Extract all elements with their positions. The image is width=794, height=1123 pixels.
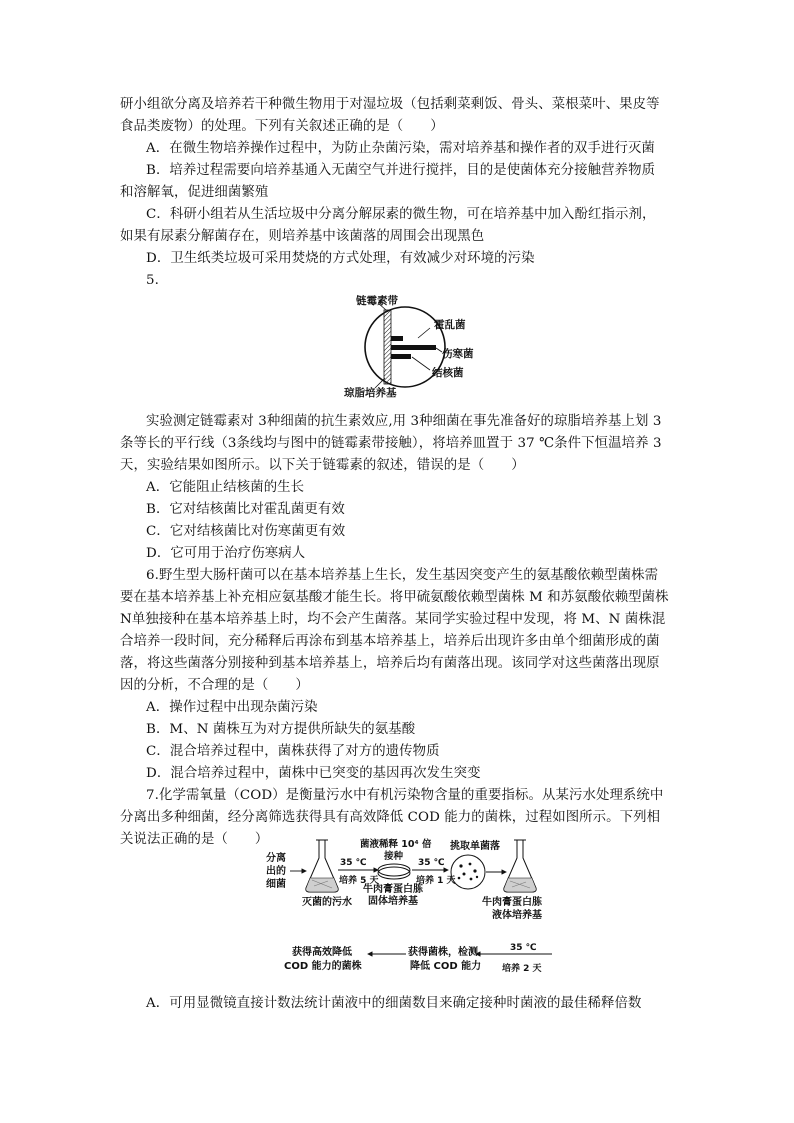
label-sterile-sewage: 灭菌的污水 bbox=[302, 897, 352, 908]
label-detect-2: 降低 COD 能力 bbox=[410, 961, 482, 972]
q6-stem-line4: 合培养一段时间，充分稀释后再涂布到基本培养基上，培养后出现许多由单个细菌形成的菌 bbox=[120, 634, 660, 649]
label-culture-3: 培养 2 天 bbox=[502, 964, 542, 974]
label-typhoid: 伤寒菌 bbox=[442, 348, 474, 360]
label-solid-1: 牛肉膏蛋白胨 bbox=[363, 884, 423, 895]
q5-stem-line3: 天，实验结果如图所示。以下关于链霉素的叙述，错误的是（ ） bbox=[120, 458, 525, 473]
q4-stem-line1: 研小组欲分离及培养若干种微生物用于对湿垃圾（包括剩菜剩饭、骨头、菜根菜叶、果皮等 bbox=[120, 97, 660, 112]
q4-option-d: D．卫生纸类垃圾可采用焚烧的方式处理，有效减少对环境的污染 bbox=[146, 251, 535, 266]
label-culture-1: 培养 5 天 bbox=[339, 876, 379, 886]
label-final-1: 获得高效降低 bbox=[292, 947, 352, 958]
label-isolated-3: 细菌 bbox=[266, 879, 286, 890]
label-isolated-2: 出的 bbox=[266, 866, 286, 877]
label-detect-1: 获得菌株，检测 bbox=[408, 947, 478, 958]
q4-option-b-line2: 和溶解氧，促进细菌繁殖 bbox=[120, 185, 269, 200]
q4-stem-line2: 食品类废物）的处理。下列有关叙述正确的是（ ） bbox=[120, 119, 444, 134]
q6-stem-line1: 6.野生型大肠杆菌可以在基本培养基上生长，发生基因突变产生的氨基酸依赖型菌株需 bbox=[146, 568, 659, 583]
q6-option-c: C．混合培养过程中，菌株获得了对方的遗传物质 bbox=[146, 744, 440, 759]
label-temp-3: 35 ℃ bbox=[510, 943, 537, 953]
q4-option-c-line1: C．科研小组若从生活垃圾中分离分解尿素的微生物，可在培养基中加入酚红指示剂， bbox=[146, 207, 656, 222]
q6-stem-line6: 因的分析，不合理的是（ ） bbox=[120, 678, 309, 693]
q5-stem-line1: 实验测定链霉素对 3种细菌的抗生素效应,用 3种细菌在事先准备好的琼脂培养基上划 3 bbox=[146, 414, 662, 429]
cod-screening-flow-figure bbox=[262, 838, 562, 980]
q6-stem-line3: N单独接种在基本培养基上时，均不会产生菌落。某同学实验过程中发现，将 M、N 菌株混 bbox=[120, 612, 666, 627]
streptomycin-plate-figure bbox=[330, 290, 530, 405]
label-strip: 链霉素带 bbox=[356, 295, 398, 307]
q4-option-a: A．在微生物培养操作过程中，为防止杂菌污染，需对培养基和操作者的双手进行灭菌 bbox=[146, 141, 655, 156]
q5-option-b: B．它对结核菌比对霍乱菌更有效 bbox=[146, 502, 345, 517]
label-final-2: COD 能力的菌株 bbox=[284, 961, 362, 972]
q4-option-c-line2: 如果有尿素分解菌存在，则培养基中该菌落的周围会出现黑色 bbox=[120, 229, 485, 244]
streak-tuberculosis bbox=[391, 354, 411, 359]
label-dilute-1: 菌液稀释 10⁴ 倍 bbox=[360, 839, 432, 850]
petri-dish-colonies bbox=[451, 855, 485, 889]
q6-option-d: D．混合培养过程中，菌株中已突变的基因再次发生突变 bbox=[146, 766, 481, 781]
petri-dish-solid-medium bbox=[378, 864, 410, 879]
q6-option-a: A．操作过程中出现杂菌污染 bbox=[146, 700, 318, 715]
label-liquid-2: 液体培养基 bbox=[492, 910, 542, 921]
label-tuberculosis: 结核菌 bbox=[432, 367, 464, 379]
label-pick-colony: 挑取单菌落 bbox=[450, 841, 500, 852]
label-dilute-2: 接种 bbox=[384, 851, 404, 862]
q7-stem-line1: 7.化学需氧量（COD）是衡量污水中有机污染物含量的重要指标。从某污水处理系统中 bbox=[146, 788, 664, 803]
q6-stem-line2: 要在基本培养基上补充相应氨基酸才能生长。将甲硫氨酸依赖型菌株 M 和苏氨酸依赖型菌株 bbox=[120, 590, 669, 605]
label-temp-2: 35 ℃ bbox=[418, 858, 445, 868]
label-agar: 琼脂培养基 bbox=[344, 387, 397, 399]
q6-stem-line5: 落，将这些菌落分别接种到基本培养基上，培养后均有菌落出现。该同学对这些菌落出现原 bbox=[120, 656, 660, 671]
flask-liquid-medium bbox=[504, 840, 536, 892]
label-liquid-1: 牛肉膏蛋白胨 bbox=[482, 897, 542, 908]
q5-number: 5. bbox=[146, 273, 159, 288]
streak-cholera bbox=[391, 336, 403, 341]
label-cholera: 霍乱菌 bbox=[434, 319, 466, 331]
q7-stem-line2: 分离出多种细菌，经分离筛选获得具有高效降低 COD 能力的菌株，过程如图所示。下列相 bbox=[120, 810, 661, 825]
label-isolated-1: 分离 bbox=[266, 853, 286, 864]
label-solid-2: 固体培养基 bbox=[368, 896, 418, 907]
q5-option-c: C．它对结核菌比对伤寒菌更有效 bbox=[146, 524, 346, 539]
q5-option-a: A．它能阻止结核菌的生长 bbox=[146, 480, 305, 495]
label-culture-2: 培养 1 天 bbox=[416, 876, 456, 886]
label-temp-1: 35 ℃ bbox=[340, 858, 367, 868]
streptomycin-strip bbox=[384, 310, 391, 384]
q7-stem-line3: 关说法正确的是（ ） bbox=[120, 832, 269, 847]
q7-option-a: A．可用显微镜直接计数法统计菌液中的细菌数目来确定接种时菌液的最佳稀释倍数 bbox=[146, 996, 642, 1011]
q6-option-b: B．M、N 菌株互为对方提供所缺失的氨基酸 bbox=[146, 722, 416, 737]
flask-sterile-sewage bbox=[306, 840, 338, 892]
q5-stem-line2: 条等长的平行线（3条线均与图中的链霉素带接触），将培养皿置于 37 ℃条件下恒温培养 3 bbox=[120, 436, 662, 451]
streak-typhoid bbox=[391, 345, 436, 350]
q5-option-d: D．它可用于治疗伤寒病人 bbox=[146, 546, 306, 561]
q4-option-b-line1: B．培养过程需要向培养基通入无菌空气并进行搅拌，目的是使菌体充分接触营养物质 bbox=[146, 163, 656, 178]
